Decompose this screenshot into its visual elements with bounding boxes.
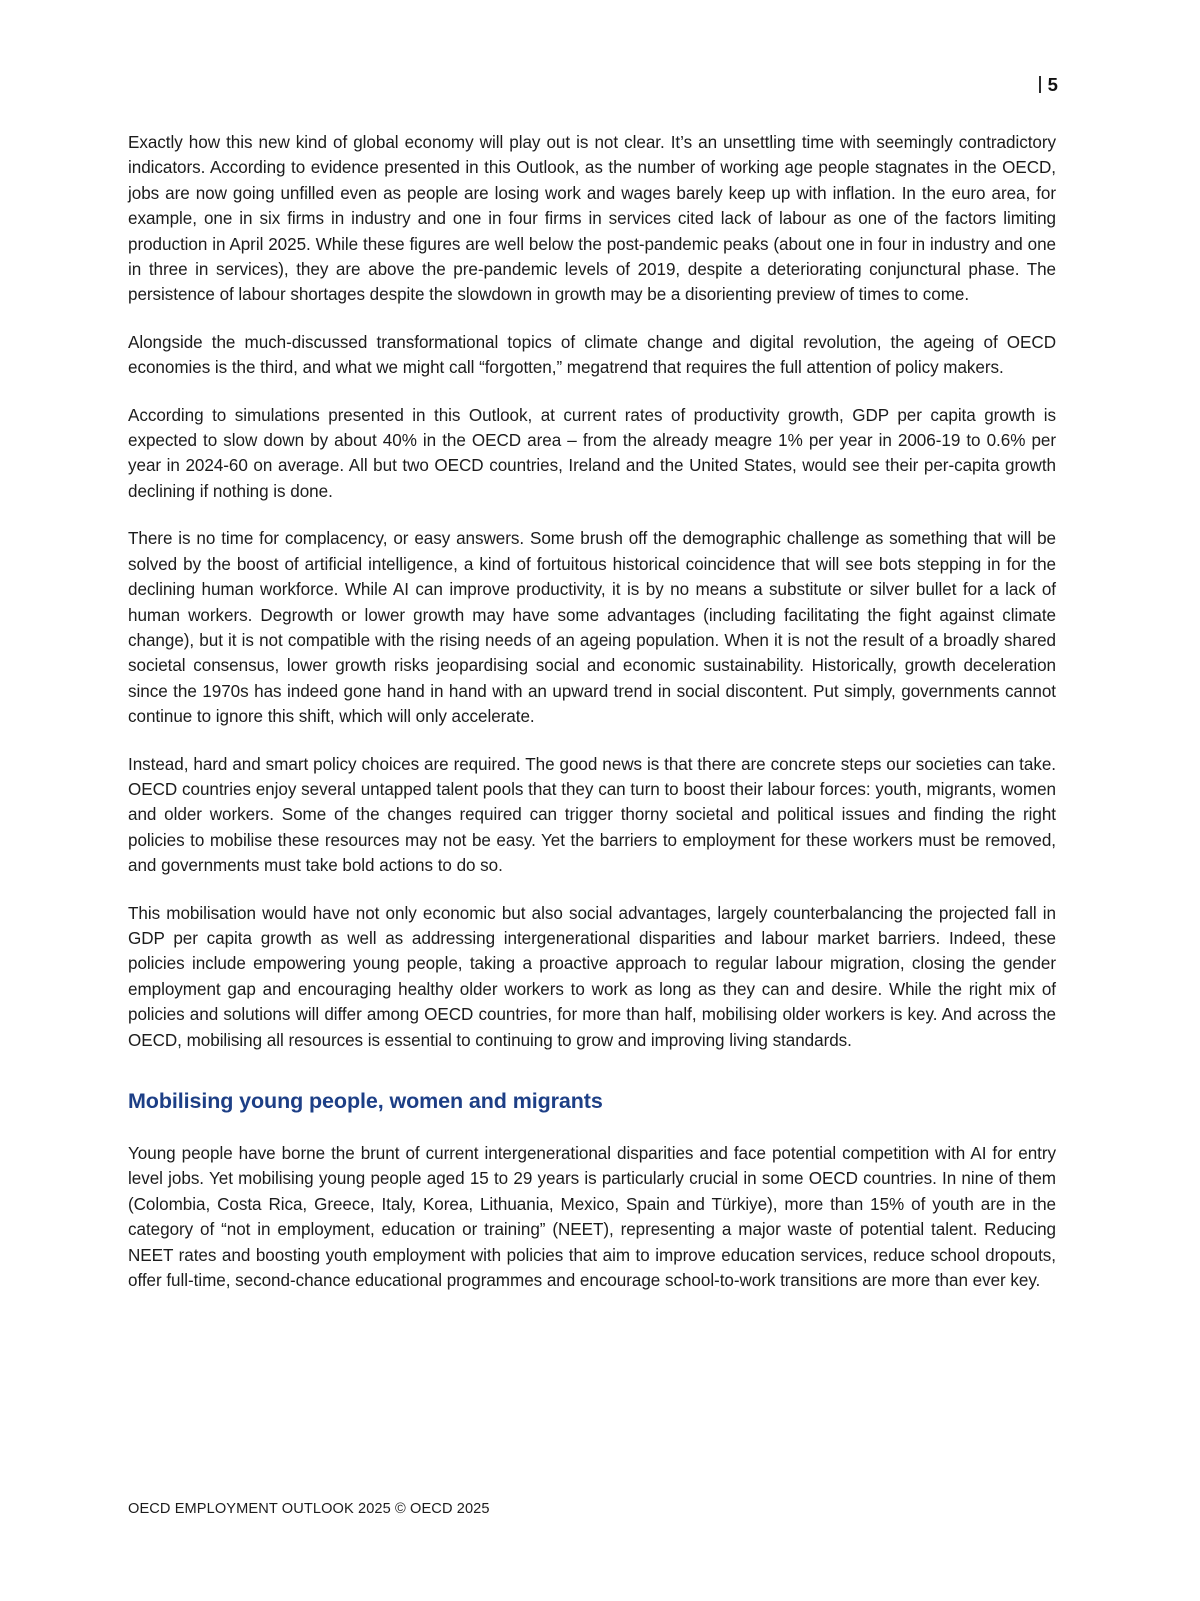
- body-paragraph: According to simulations presented in this Outlook, at current rates of productivity growth, GDP per capita growth is expected to slow down by about 40% in the OECD area – from the already meagre 1% per year in 2006-19 to 0.6% per year in 2024-60 on average. All but two OECD countries, Ireland and the United States, would see their per-capita growth declining if nothing is done.: [128, 405, 1056, 501]
- body-paragraph: Instead, hard and smart policy choices are required. The good news is that there are concrete steps our societies can take. OECD countries enjoy several untapped talent pools that they can turn to boost their labour forces: youth, migrants, women and older workers. Some of the changes required can trigger thorny societal and political issues and finding the right policies to mobilise these resources may not be easy. Yet the barriers to employment for these workers must be removed, and governments must take bold actions to do so.: [128, 754, 1056, 876]
- body-paragraph: Young people have borne the brunt of current intergenerational disparities and face potential competition with AI for entry level jobs. Yet mobilising young people aged 15 to 29 years is particularly crucial in some OECD countries. In nine of them (Colombia, Costa Rica, Greece, Italy, Korea, Lithuania, Mexico, Spain and Türkiye), more than 15% of youth are in the category of “not in employment, education or training” (NEET), representing a major waste of potential talent. Reducing NEET rates and boosting youth employment with policies that aim to improve education services, reduce school dropouts, offer full-time, second-chance educational programmes and encourage school-to-work transitions are more than ever key.: [128, 1144, 1056, 1291]
- body-paragraph: There is no time for complacency, or easy answers. Some brush off the demographic challenge as something that will be solved by the boost of artificial intelligence, a kind of fortuitous historical coincidence that will see bots stepping in for the declining human workforce. While AI can improve productivity, it is by no means a substitute or silver bullet for a lack of human workers. Degrowth or lower growth may have some advantages (including facilitating the fight against climate change), but it is not compatible with the rising needs of an ageing population. When it is not the result of a broadly shared societal consensus, lower growth risks jeopardising social and economic sustainability. Historically, growth deceleration since the 1970s has indeed gone hand in hand with an upward trend in social discontent. Put simply, governments cannot continue to ignore this shift, which will only accelerate.: [128, 529, 1056, 727]
- body-paragraph: Alongside the much-discussed transformational topics of climate change and digital revolution, the ageing of OECD economies is the third, and what we might call “forgotten,” megatrend that requires the full attention of policy makers.: [128, 332, 1056, 378]
- page-number: 5: [1047, 74, 1058, 95]
- page-footer: OECD EMPLOYMENT OUTLOOK 2025 © OECD 2025: [128, 1501, 490, 1517]
- section-heading: Mobilising young people, women and migrants: [128, 1089, 603, 1113]
- page-header-folio: [1039, 74, 1058, 96]
- folio-rule-icon: [1039, 76, 1041, 93]
- body-paragraph: Exactly how this new kind of global economy will play out is not clear. It’s an unsettling time with seemingly contradictory indicators. According to evidence presented in this Outlook, as the number of working age people stagnates in the OECD, jobs are now going unfilled even as people are losing work and wages barely keep up with inflation. In the euro area, for example, one in six firms in industry and one in four firms in services cited lack of labour as one of the factors limiting production in April 2025. While these figures are well below the post-pandemic peaks (about one in four in industry and one in three in services), they are above the pre-pandemic levels of 2019, despite a deteriorating conjunctural phase. The persistence of labour shortages despite the slowdown in growth may be a disorienting preview of times to come.: [128, 133, 1056, 305]
- document-body: [128, 130, 1056, 1293]
- body-paragraph: This mobilisation would have not only economic but also social advantages, largely counterbalancing the projected fall in GDP per capita growth as well as addressing intergenerational disparities and labour market barriers. Indeed, these policies include empowering young people, taking a proactive approach to regular labour migration, closing the gender employment gap and encouraging healthy older workers to work as long as they can and desire. While the right mix of policies and solutions will differ among OECD countries, for more than half, mobilising older workers is key. And across the OECD, mobilising all resources is essential to continuing to grow and improving living standards.: [128, 903, 1056, 1050]
